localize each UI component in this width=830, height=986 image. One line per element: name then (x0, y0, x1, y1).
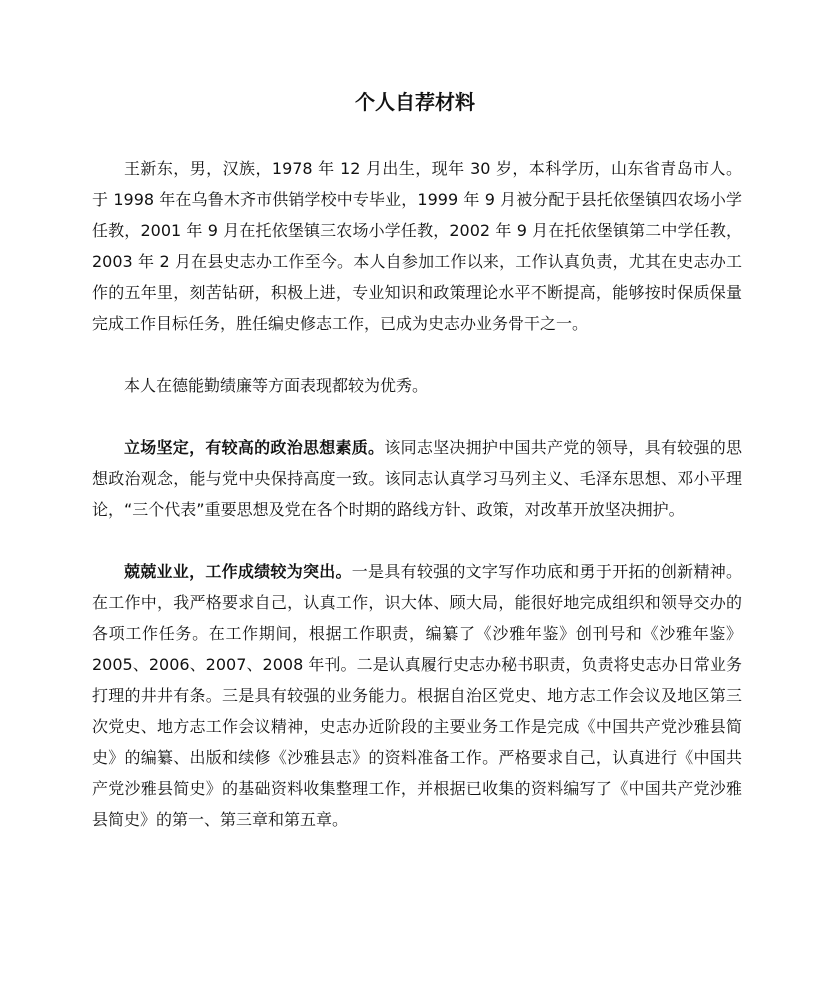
paragraph-text: 本人在德能勤绩廉等方面表现都较为优秀。 (124, 376, 429, 395)
document-title: 个人自荐材料 (355, 90, 475, 114)
paragraph-text: 王新东，男，汉族，1978 年 12 月出生，现年 30 岁，本科学历，山东省青岛市人。于 1998 年在乌鲁木齐市供销学校中专毕业，1999 年 9 月被分配于县托依堡镇四农场小学任教，2001 年 9 月在托依堡镇三农场小学任教，2002 年 9 月在托依堡镇第二中学任教，2003 年 2 月在县史志办工作至今。本人自参加工作以来，工作认真负责，尤其在史志办工作的五年里，刻苦钻研，积极上进，专业知识和政策理论水平不断提高，能够按时保质保量完成工作目标任务，胜任编史修志工作，已成为史志办业务骨干之一。 (92, 159, 742, 333)
paragraph-personal-info (92, 153, 742, 339)
document-body (92, 153, 742, 866)
paragraph-lead: 立场坚定，有较高的政治思想素质。 (124, 438, 385, 457)
paragraph-lead: 兢兢业业，工作成绩较为突出。 (124, 562, 352, 581)
paragraph-text: 该同志坚决拥护中国共产党的领导，具有较强的思想政治观念，能与党中央保持高度一致。该同志认真学习马列主义、毛泽东思想、邓小平理论，“三个代表”重要思想及党在各个时期的路线方针、政策，对改革开放坚决拥护。 (92, 438, 742, 519)
paragraph-summary (92, 370, 742, 401)
paragraph-text: 一是具有较强的文字写作功底和勇于开拓的创新精神。在工作中，我严格要求自己，认真工作，识大体、顾大局，能很好地完成组织和领导交办的各项工作任务。在工作期间，根据工作职责，编纂了《沙雅年鉴》创刊号和《沙雅年鉴》2005、2006、2007、2008 年刊。二是认真履行史志办秘书职责，负责将史志办日常业务打理的井井有条。三是具有较强的业务能力。根据自治区党史、地方志工作会议及地区第三次党史、地方志工作会议精神，史志办近阶段的主要业务工作是完成《中国共产党沙雅县简史》的编纂、出版和续修《沙雅县志》的资料准备工作。严格要求自己，认真进行《中国共产党沙雅县简史》的基础资料收集整理工作，并根据已收集的资料编写了《中国共产党沙雅县简史》的第一、第三章和第五章。 (92, 562, 742, 829)
paragraph-political (92, 432, 742, 525)
paragraph-work (92, 556, 742, 835)
